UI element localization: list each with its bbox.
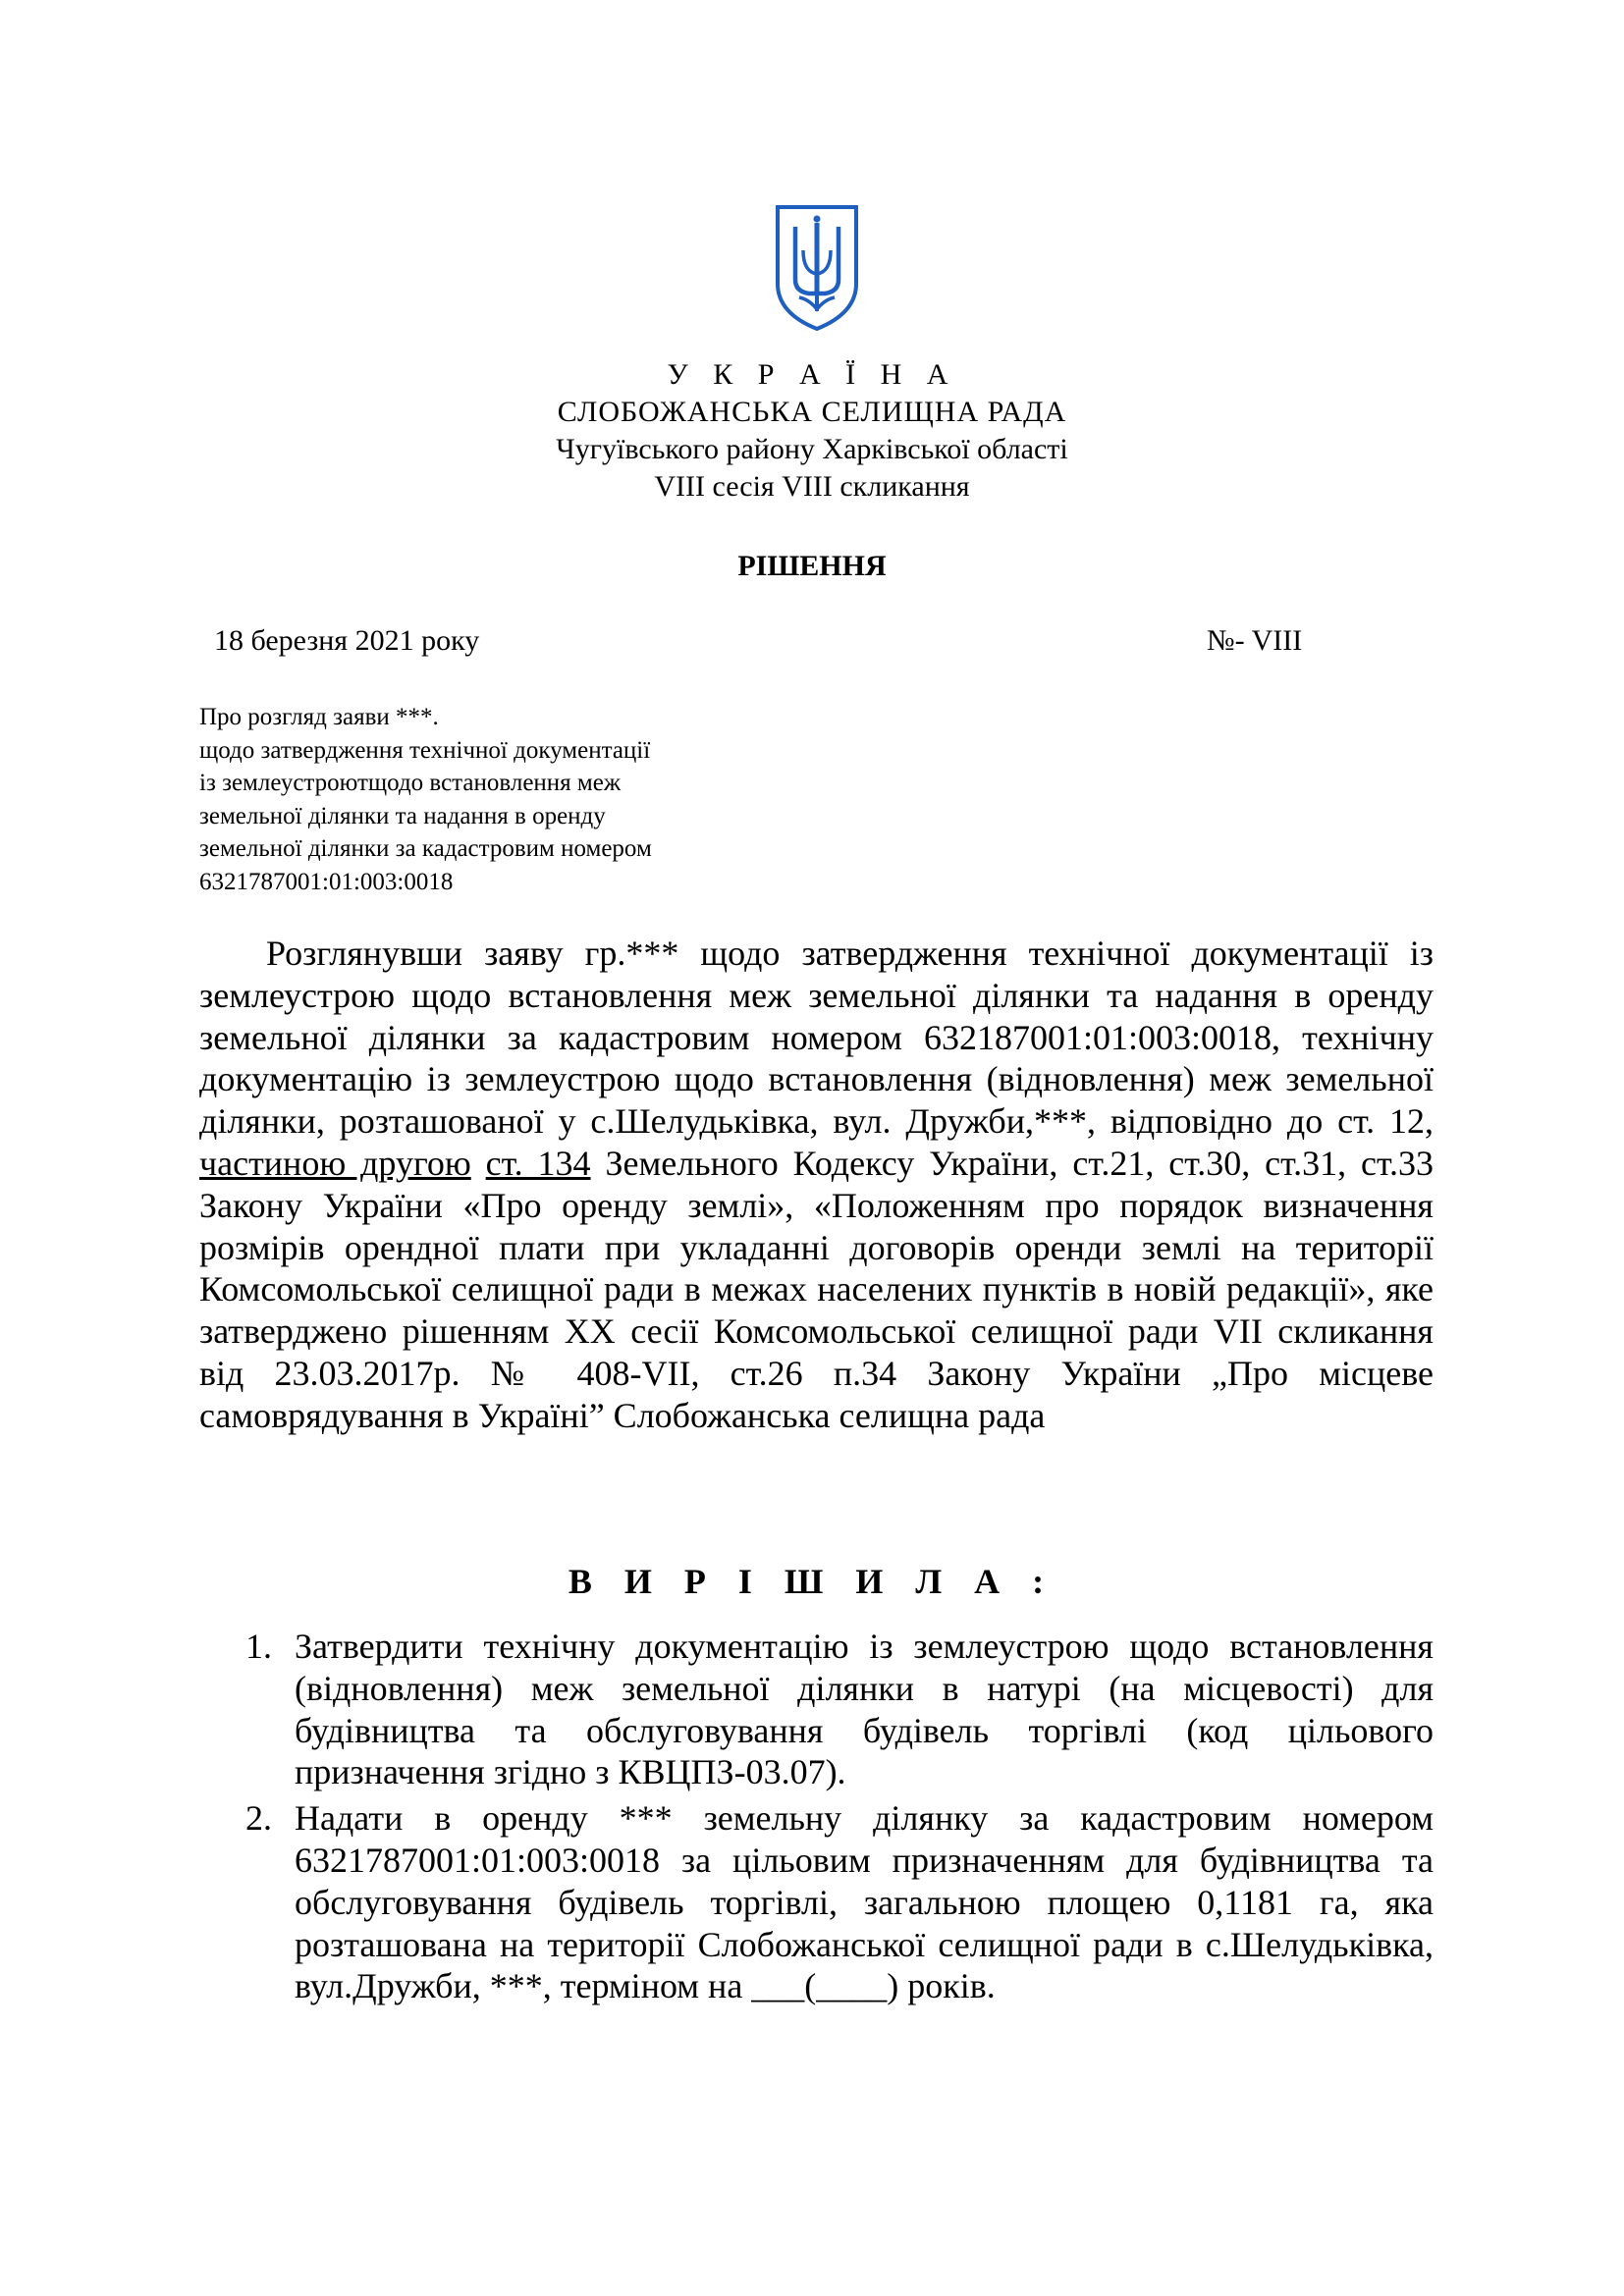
subject-line: Про розгляд заяви ***. xyxy=(199,704,439,730)
decision-subject xyxy=(199,701,808,898)
decision-number: №- VIII xyxy=(1207,624,1303,657)
subject-line: земельної ділянки за кадастровим номером xyxy=(199,835,652,862)
header-country: У К Р А Ї Н А xyxy=(667,358,957,391)
list-item-text: Надати в оренду *** земельну ділянку за кадастровим номером 6321787001:01:003:0018 за цільовим призначенням для будівництва та обслуговування будівель торгівлі, загальною площею 0,1181 га, яка розташована на території Слобожанської селищної ради в с.Шелудьківка, вул.Дружби, ***, терміном на ___(____) років. xyxy=(295,1798,1434,2006)
header-session: VIII сесія VIII скликання xyxy=(654,470,970,503)
decision-title: РІШЕННЯ xyxy=(737,550,887,582)
list-item-number: 2. xyxy=(245,1798,272,1839)
header-district: Чугуївського району Харківської області xyxy=(556,433,1068,465)
article-reference-link[interactable]: ст. 134 xyxy=(485,1143,591,1183)
preamble-paragraph xyxy=(199,933,1434,1437)
subject-line: земельної ділянки та надання в оренду xyxy=(199,802,606,829)
subject-line: щодо затвердження технічної документації xyxy=(199,736,651,764)
list-item xyxy=(245,1626,1434,1793)
preamble-text-continued: Земельного Кодексу України, ст.21, ст.30, ст.31, ст.33 Закону України «Про оренду землі», «Положенням про порядок визначення розмірів орендної плати при укладанні договорів оренди землі на території Комсомольської селищної ради в межах населених пунктів в новій редакції», яке затверджено рішенням XX сесії Комсомольської селищної ради VII скликання від 23.03.2017р. № 408-VII, ст.26 п.34 Закону України „Про місцеве самоврядування в Україні” Слобожанська селищна рада xyxy=(199,1143,1435,1435)
preamble-text: Розглянувши заяву гр.*** щодо затвердження технічної документації із землеустрою щодо встановлення меж земельної ділянки та надання в оренду земельної ділянки за кадастровим номером 632187001:01:003:0018, технічну документацію із землеустрою щодо встановлення (відновлення) меж земельної ділянки, розташованої у с.Шелудьківка, вул. Дружби,***, відповідно до ст. 12, xyxy=(199,934,1434,1142)
law-reference-link[interactable]: частиною другою xyxy=(199,1143,471,1183)
list-item-number: 1. xyxy=(245,1627,272,1666)
subject-line: 6321787001:01:003:0018 xyxy=(199,868,454,895)
decision-date: 18 березня 2021 року xyxy=(214,624,480,657)
resolved-heading: В И Р І Ш И Л А : xyxy=(568,1562,1056,1601)
subject-line: із землеустроютщодо встановлення меж xyxy=(199,770,622,796)
header-council: СЛОБОЖАНСЬКА СЕЛИЩНА РАДА xyxy=(557,396,1067,428)
coat-of-arms-icon xyxy=(774,203,860,332)
resolution-list xyxy=(245,1626,1434,2011)
list-item-text: Затвердити технічну документацію із землеустрою щодо встановлення (відновлення) меж земельної ділянки в натурі (на місцевості) для будівництва та обслуговування будівель торгівлі (код цільового призначення згідно з КВЦПЗ-03.07). xyxy=(295,1627,1434,1792)
list-item xyxy=(245,1797,1434,2007)
